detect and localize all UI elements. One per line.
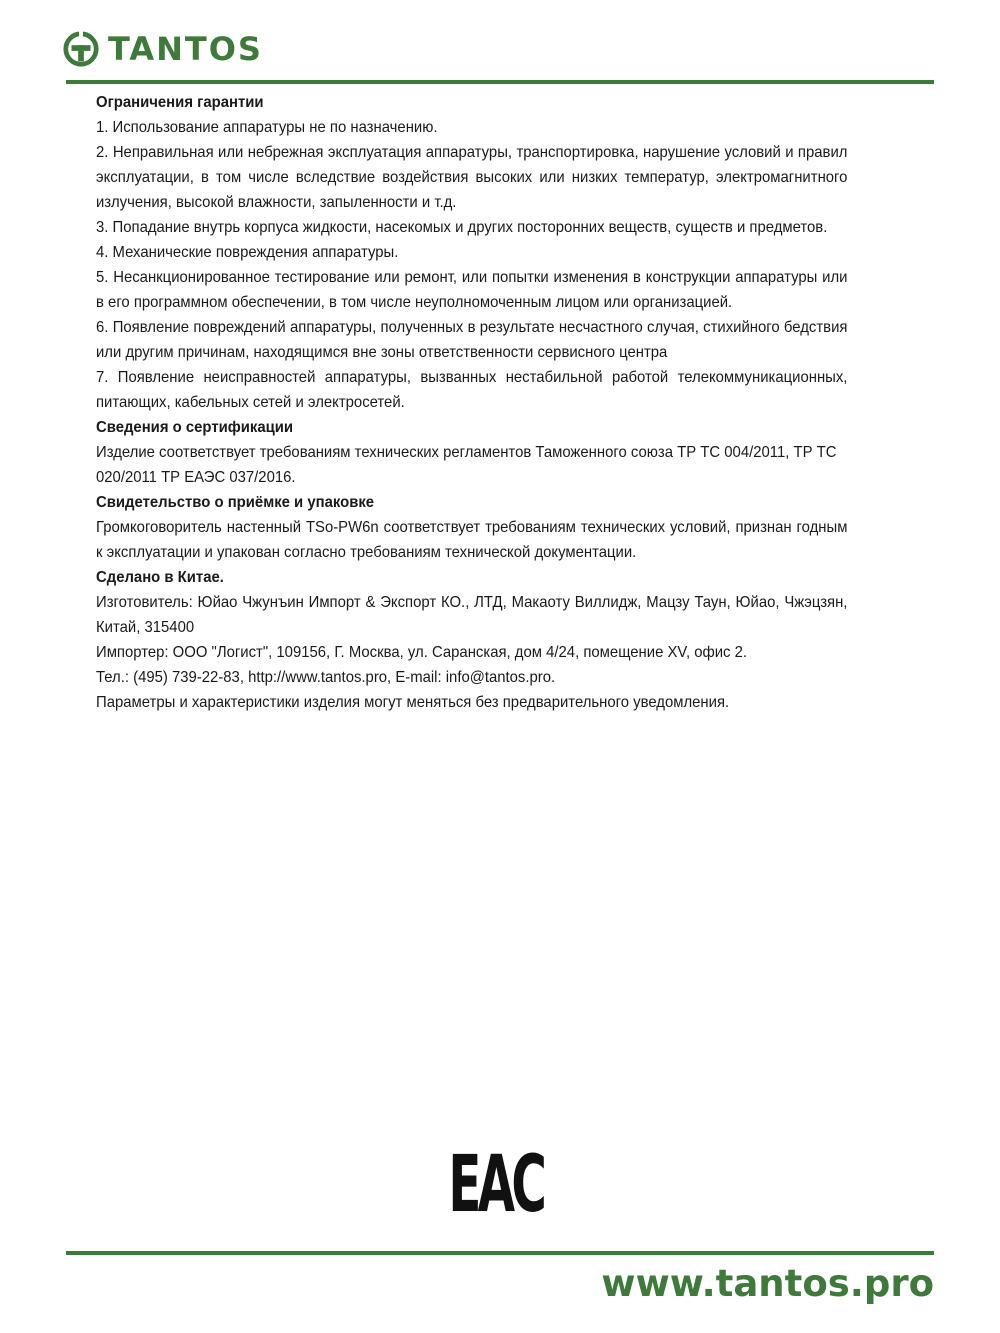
section-title-warranty: Ограничения гарантии — [96, 94, 264, 111]
eac-mark: EAC — [448, 1140, 544, 1230]
section-title-acceptance: Свидетельство о приёмке и упаковке — [96, 494, 375, 511]
warranty-item: 6. Появление повреждений аппаратуры, полученных в результате несчастного случая, стихийного бедствия или другим причинам, находящимся вне зоны ответственности сервисного центра — [96, 319, 848, 361]
acceptance-text: Громкоговоритель настенный TSo-PW6n соответствует требованиям технических условий, признан годным к эксплуатации и упакован согласно требованиям технической документации. — [96, 519, 848, 561]
warranty-item: 1. Использование аппаратуры не по назначению. — [96, 119, 438, 136]
warranty-item: 4. Механические повреждения аппаратуры. — [96, 244, 399, 261]
warranty-item: 3. Попадание внутрь корпуса жидкости, насекомых и других посторонних веществ, существ и предметов. — [96, 219, 828, 236]
section-title-origin: Сделано в Китае. — [96, 569, 224, 586]
section-title-certification: Сведения о сертификации — [96, 419, 294, 436]
warranty-item: 5. Несанкционированное тестирование или ремонт, или попытки изменения в конструкции аппаратуры или в его программном обеспечении, в том числе неуполномоченным лицом или организацией. — [96, 269, 848, 311]
document-body — [96, 90, 847, 715]
certification-text-line2: 020/2011 ТР ЕАЭС 037/2016. — [96, 469, 296, 486]
manufacturer-text: Изготовитель: Юйао Чжунъин Импорт & Экспорт КО., ЛТД, Макаоту Виллидж, Мацзу Таун, Юйао, Чжэцзян, Китай, 315400 — [96, 594, 848, 636]
contacts-text: Тел.: (495) 739-22-83, http://www.tantos.pro, E-mail: info@tantos.pro. — [96, 669, 556, 686]
certification-text-line1: Изделие соответствует требованиям технических регламентов Таможенного союза ТР ТС 004/2011, ТР ТС — [96, 444, 837, 461]
header-divider — [66, 80, 934, 84]
brand-name: TANTOS — [108, 30, 263, 68]
footer-website: www.tantos.pro — [601, 1262, 934, 1305]
warranty-item: 2. Неправильная или небрежная эксплуатация аппаратуры, транспортировка, нарушение условий и правил эксплуатации, в том числе вследствие воздействия высоких или низких температур, электромагнитного излучения, высокой влажности, запыленности и т.д. — [96, 144, 848, 211]
importer-text: Импортер: ООО "Логист", 109156, Г. Москва, ул. Саранская, дом 4/24, помещение XV, офис 2. — [96, 644, 748, 661]
tantos-logo-icon — [62, 30, 100, 68]
warranty-item: 7. Появление неисправностей аппаратуры, вызванных нестабильной работой телекоммуникационных, питающих, кабельных сетей и электросетей. — [96, 369, 848, 411]
header — [62, 26, 263, 72]
disclaimer-text: Параметры и характеристики изделия могут меняться без предварительного уведомления. — [96, 694, 730, 711]
footer-divider — [66, 1251, 934, 1255]
